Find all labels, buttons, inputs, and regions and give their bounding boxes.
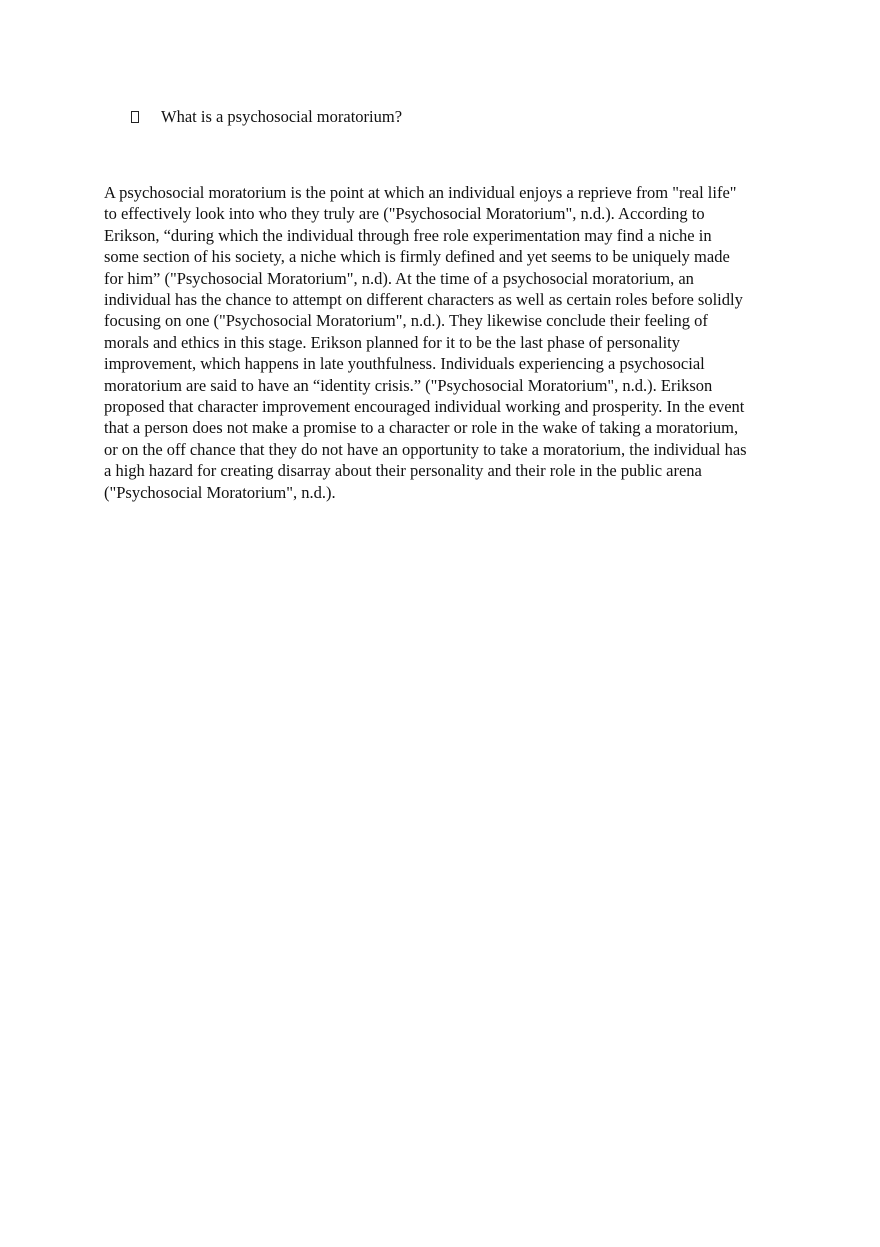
question-bullet-item [131, 106, 402, 127]
paragraph-line: focusing on one ("Psychosocial Moratorium", n.d.). They likewise conclude their feeling of [104, 311, 708, 331]
paragraph-line: ("Psychosocial Moratorium", n.d.). [104, 482, 336, 502]
paragraph-line: morals and ethics in this stage. Erikson planned for it to be the last phase of personality [104, 332, 680, 352]
question-text: What is a psychosocial moratorium? [161, 107, 403, 126]
paragraph-line: moratorium are said to have an “identity crisis.” ("Psychosocial Moratorium", n.d.). Erikson [104, 375, 713, 395]
answer-paragraph [104, 182, 786, 503]
paragraph-line: a high hazard for creating disarray about their personality and their role in the public arena [104, 461, 702, 481]
paragraph-line: that a person does not make a promise to a character or role in the wake of taking a moratorium, [104, 418, 739, 438]
paragraph-line: Erikson, “during which the individual through free role experimentation may find a niche in [104, 225, 712, 245]
paragraph-line: some section of his society, a niche which is firmly defined and yet seems to be uniquely made [104, 247, 730, 267]
empty-square-bullet-icon [131, 111, 139, 123]
paragraph-line: A psychosocial moratorium is the point at which an individual enjoys a reprieve from "real life" [104, 183, 737, 202]
paragraph-line: improvement, which happens in late youthfulness. Individuals experiencing a psychosocial [104, 354, 705, 374]
paragraph-line: or on the off chance that they do not have an opportunity to take a moratorium, the individual has [104, 439, 747, 459]
paragraph-line: proposed that character improvement encouraged individual working and prosperity. In the event [104, 397, 745, 417]
paragraph-line: individual has the chance to attempt on different characters as well as certain roles before solidly [104, 290, 743, 310]
paragraph-line: to effectively look into who they truly are ("Psychosocial Moratorium", n.d.). According to [104, 204, 705, 224]
paragraph-line: for him” ("Psychosocial Moratorium", n.d). At the time of a psychosocial moratorium, an [104, 268, 694, 288]
